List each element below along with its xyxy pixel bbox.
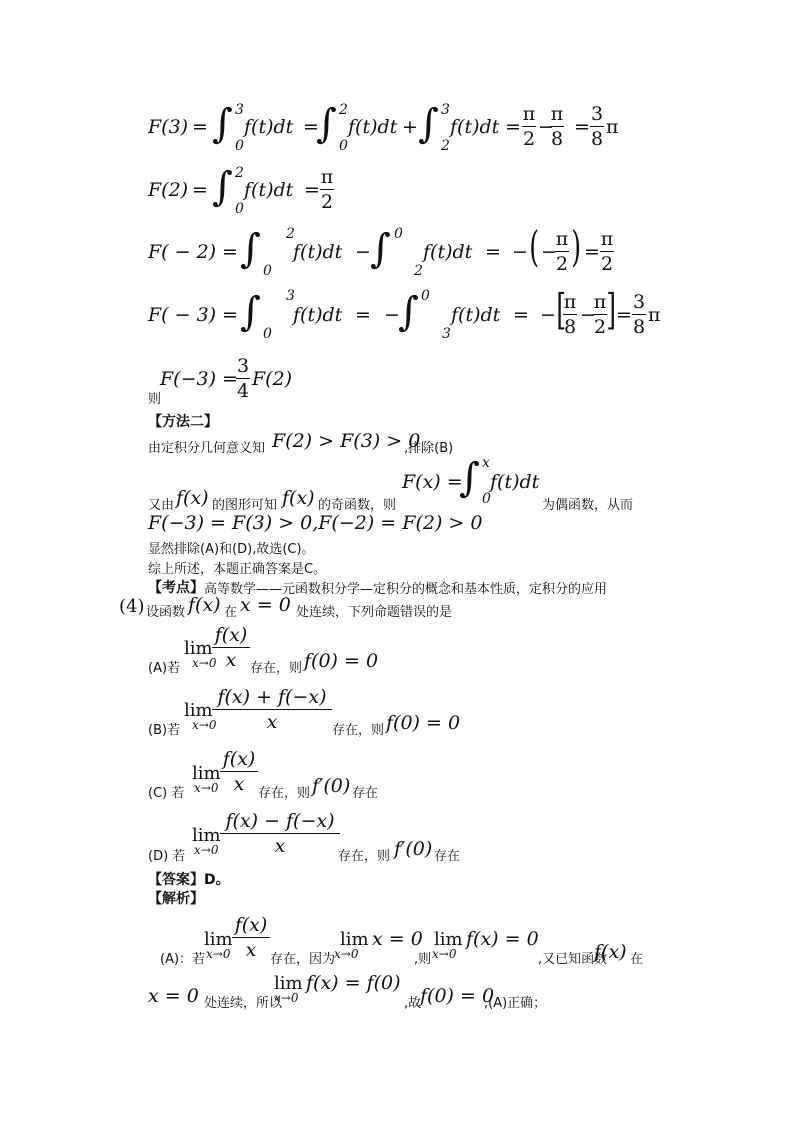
eq1-lower1: 0 (235, 138, 244, 154)
limit-operator: lim (184, 700, 213, 721)
limit-subscript: x→0 (194, 781, 219, 795)
eq3-upper1: 2 (286, 226, 295, 242)
eq4-lower2: 3 (442, 326, 451, 342)
integral-sign: ∫ (212, 164, 233, 210)
numerator: π (522, 103, 536, 125)
numerator: f(x) − f(−x) (225, 810, 335, 832)
option-d-tail: 存在 (434, 849, 461, 864)
integral-sign: ∫ (240, 289, 261, 335)
q4-m2: x = 0 (240, 594, 291, 616)
eq3-upper2: 0 (394, 226, 403, 242)
limit-subscript: x→0 (206, 947, 231, 961)
fraction (212, 624, 250, 671)
fraction (232, 914, 270, 961)
eq3-minus: − (355, 241, 371, 263)
denominator: x (266, 711, 278, 733)
numerator: 3 (590, 103, 604, 125)
solution-a-p4: 在 (630, 952, 644, 967)
q4-p1: 设函数 (146, 605, 186, 620)
option-b-conclusion: f(0) = 0 (386, 712, 461, 734)
option-a-conclusion: f(0) = 0 (304, 650, 379, 672)
fraction (320, 166, 334, 213)
eq3-lhs: F( − 2) (148, 241, 217, 263)
analysis-heading: 【解析】 (148, 891, 204, 907)
fdef-lhs: F(x) = (402, 471, 463, 493)
eq1-plus: + (402, 116, 418, 138)
eq4-integrand2: f(t)dt (451, 304, 501, 326)
denominator: 8 (590, 128, 604, 150)
limit-subscript: x→0 (192, 718, 217, 732)
eq4-pi: π (648, 304, 661, 326)
denominator: 8 (632, 316, 646, 338)
option-d-mid: 存在，则 (338, 849, 391, 864)
solution-a-p3: ,又已知函数 (538, 952, 608, 967)
solution-a-mid: 存在，因为 (270, 952, 336, 967)
limit-subscript: x→0 (274, 991, 299, 1005)
eq1-upper2: 2 (339, 102, 348, 118)
eq3-equals3: = (584, 241, 600, 263)
eq2-upper: 2 (235, 165, 244, 181)
denominator: 2 (600, 253, 614, 275)
denominator: 2 (555, 253, 569, 275)
eq2-equals: = (192, 179, 208, 201)
solution-a2-p2: ,故 (404, 996, 422, 1011)
eq3-equals2: = (485, 241, 501, 263)
eq5-rhs: F(2) (252, 368, 293, 390)
eq4-equals3: = (513, 304, 529, 326)
eq4-equals4: = (616, 304, 632, 326)
right-bracket: ] (606, 285, 617, 334)
fraction (220, 810, 340, 857)
fdef-upper: x (482, 455, 490, 471)
fraction (600, 228, 614, 275)
numerator: f(x) (222, 748, 256, 770)
numerator: π (555, 228, 569, 250)
limit-operator: lim (274, 973, 303, 994)
eq2-integrand: f(t)dt (244, 179, 294, 201)
integral-sign: ∫ (459, 455, 480, 501)
numerator: 3 (632, 291, 646, 313)
option-c-label: (C) 若 (148, 786, 185, 801)
limit-operator: lim (192, 825, 221, 846)
graph-m1: f(x) (176, 487, 209, 509)
eq3-equals: = (222, 241, 238, 263)
eq1-equals2: = (303, 116, 319, 138)
q4-number: (4) (119, 596, 145, 617)
eq4-minus: − (384, 304, 400, 326)
q4-p2: 在 (224, 605, 238, 620)
denominator: x (245, 939, 257, 961)
result-line: F(−3) = F(3) > 0,F(−2) = F(2) > 0 (148, 512, 483, 534)
eq3-minus2: − (512, 241, 528, 263)
solution-a-expr2: x = 0 (372, 928, 423, 950)
exclude-line: 显然排除(A)和(D),故选(C)。 (148, 542, 315, 557)
left-bracket: [ (556, 285, 567, 334)
graph-p1: 又由 (148, 498, 175, 513)
option-b-mid: 存在，则 (332, 723, 385, 738)
eq1-upper1: 3 (235, 102, 244, 118)
integral-sign: ∫ (418, 101, 439, 147)
limit-operator: lim (184, 638, 213, 659)
denominator: 2 (320, 191, 334, 213)
solution-a-p2: ,则 (414, 952, 432, 967)
fraction (593, 291, 607, 338)
eq3-integrand1: f(t)dt (293, 241, 343, 263)
geo-prefix: 由定积分几何意义知 (148, 441, 266, 456)
eq2-lower: 0 (235, 201, 244, 217)
eq1-equals3: = (505, 116, 521, 138)
option-a-mid: 存在，则 (250, 661, 303, 676)
graph-m2: f(x) (282, 487, 315, 509)
numerator: 3 (236, 355, 250, 377)
eq5-lhs: F(−3) = (160, 368, 238, 390)
denominator: 8 (550, 128, 564, 150)
limit-operator: lim (204, 929, 233, 950)
denominator: x (225, 649, 237, 671)
fraction (563, 291, 577, 338)
geo-math: F(2) > F(3) > 0 (272, 430, 421, 452)
limit-operator: lim (192, 763, 221, 784)
eq1-equals4: = (574, 116, 590, 138)
graph-p2: 的图形可知 (212, 498, 278, 513)
eq1-pi: π (606, 116, 619, 138)
eq4-minus2: − (540, 304, 556, 326)
numerator: f(x) + f(−x) (217, 686, 327, 708)
eq1-lower3: 2 (441, 138, 450, 154)
numerator: f(x) (234, 914, 268, 936)
eq2-equals2: = (304, 179, 320, 201)
fraction (632, 291, 646, 338)
eq4-equals: = (222, 304, 238, 326)
eq4-integrand1: f(t)dt (293, 304, 343, 326)
eq3-integrand2: f(t)dt (423, 241, 473, 263)
eq1-equals: = (192, 116, 208, 138)
eq4-upper2: 0 (421, 288, 430, 304)
eq1-upper3: 3 (441, 102, 450, 118)
option-d-conclusion: f′(0) (394, 838, 433, 860)
eq4-upper1: 3 (286, 288, 295, 304)
graph-p3: 的奇函数，则 (318, 498, 397, 513)
answer-line: 【答案】D。 (148, 872, 230, 888)
limit-operator: lim (340, 929, 369, 950)
fdef-integrand: f(t)dt (490, 471, 540, 493)
fraction (550, 103, 564, 150)
limit-subscript: x→0 (334, 947, 359, 961)
solution-a2-p1: 处连续，所以 (204, 996, 283, 1011)
eq5-label: 则 (148, 392, 162, 407)
denominator: 8 (563, 316, 577, 338)
eq3-inner-minus: − (541, 241, 557, 263)
option-c-tail: 存在 (352, 786, 379, 801)
denominator: x (233, 773, 245, 795)
left-paren: ( (529, 222, 540, 271)
solution-a2-expr: f(x) = f(0) (306, 972, 401, 994)
integral-sign: ∫ (212, 101, 233, 147)
eq3-lower1: 0 (263, 263, 272, 279)
fraction (220, 748, 258, 795)
option-b-label: (B)若 (148, 723, 181, 738)
fraction (522, 103, 536, 150)
fraction (555, 228, 569, 275)
solution-a2-m2: f(0) = 0 (420, 985, 495, 1007)
denominator: x (274, 835, 286, 857)
q4-p3: 处连续，下列命题错误的是 (296, 605, 453, 620)
numerator: π (550, 103, 564, 125)
limit-subscript: x→0 (194, 843, 219, 857)
eq2-lhs: F(2) (148, 179, 189, 201)
kaodian-text: 高等数学——元函数积分学—定积分的概念和基本性质，定积分的应用 (204, 582, 608, 597)
solution-a-m3: f(x) (594, 941, 627, 963)
numerator: f(x) (214, 624, 248, 646)
eq4-lower1: 0 (263, 326, 272, 342)
geo-suffix: ,排除(B) (404, 441, 454, 456)
option-c-mid: 存在，则 (258, 786, 311, 801)
eq1-lower2: 0 (339, 138, 348, 154)
eq1-integrand1: f(t)dt (244, 116, 294, 138)
fraction (590, 103, 604, 150)
option-a-label: (A)若 (148, 661, 181, 676)
solution-a2-m1: x = 0 (148, 985, 199, 1007)
graph-p4: 为偶函数，从而 (542, 498, 634, 513)
eq1-minus: − (538, 116, 554, 138)
option-d-label: (D) 若 (148, 849, 186, 864)
numerator: π (600, 228, 614, 250)
solution-a-label: (A)：若 (160, 952, 206, 967)
denominator: 2 (522, 128, 536, 150)
eq1-lhs: F(3) (148, 116, 189, 138)
numerator: π (320, 166, 334, 188)
eq4-inner-minus: − (580, 304, 596, 326)
eq3-lower2: 2 (414, 263, 423, 279)
numerator: π (563, 291, 577, 313)
method-two-heading: 【方法二】 (148, 414, 218, 430)
integral-sign: ∫ (240, 226, 261, 272)
eq1-integrand2: f(t)dt (348, 116, 398, 138)
integral-sign: ∫ (398, 289, 419, 335)
integral-sign: ∫ (370, 226, 391, 272)
limit-subscript: x→0 (192, 656, 217, 670)
option-c-conclusion: f′(0) (312, 775, 351, 797)
solution-a-expr3: f(x) = 0 (466, 928, 539, 950)
right-paren: ) (571, 222, 582, 271)
limit-operator: lim (434, 929, 463, 950)
limit-subscript: x→0 (432, 947, 457, 961)
fdef-lower: 0 (482, 491, 491, 507)
eq4-lhs: F( − 3) (148, 304, 217, 326)
eq1-integrand3: f(t)dt (450, 116, 500, 138)
q4-m1: f(x) (188, 594, 221, 616)
denominator: 4 (236, 380, 250, 402)
solution-a2-p3: ,(A)正确； (484, 996, 547, 1011)
fraction (212, 686, 332, 733)
fraction (236, 355, 250, 402)
denominator: 2 (593, 316, 607, 338)
numerator: π (593, 291, 607, 313)
eq4-equals2: = (355, 304, 371, 326)
summary-line: 综上所述，本题正确答案是C。 (148, 562, 327, 577)
kaodian-tag: 【考点】 (148, 580, 204, 596)
integral-sign: ∫ (316, 101, 337, 147)
